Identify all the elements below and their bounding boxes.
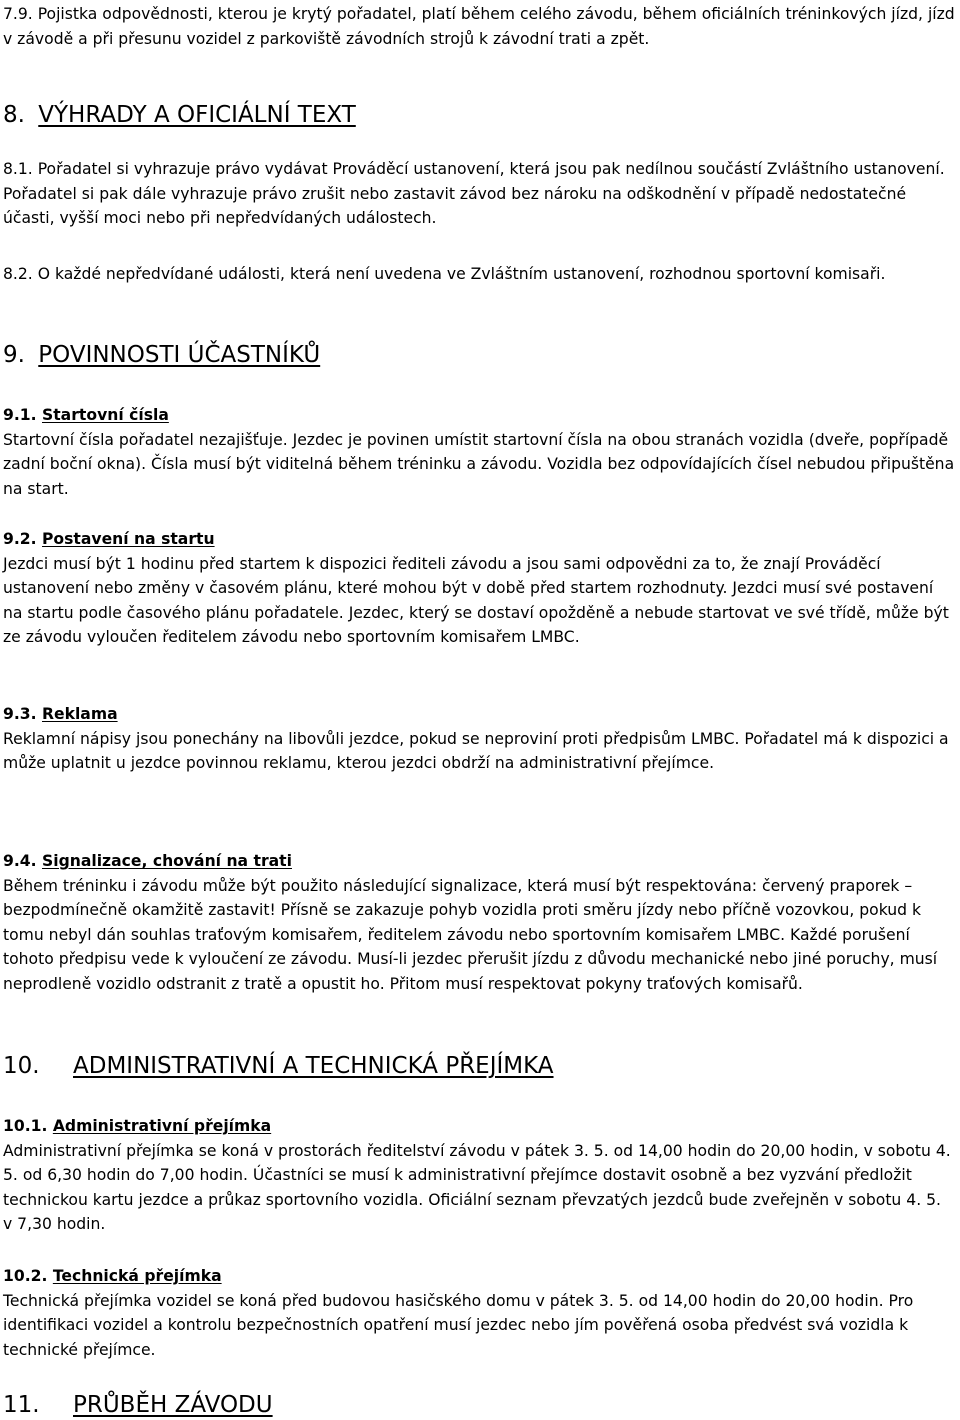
subsection-title: Reklama bbox=[42, 705, 118, 723]
subsection-number: 10.1. bbox=[3, 1117, 48, 1135]
subsection-text: Administrativní přejímka se koná v prostorách ředitelství závodu v pátek 3. 5. od 14,00 hodin do 20,00 hodin, v sobotu 4. 5. od 6,30 hodin do 7,00 hodin. Účastníci se musí k administrativní přejímce dostavit osobně a bez vyzvání předložit technickou kartu jezdce a průkaz sportovního vozidla. Oficiální seznam převzatých jezdců bude zveřejněn v sobotu 4. 5. v 7,30 hodin. bbox=[3, 1141, 951, 1234]
paragraph-8-2: 8.2. O každé nepředvídané události, která není uvedena ve Zvláštním ustanovení, rozhodnou sportovní komisaři. bbox=[3, 265, 886, 283]
subsection-9-4 bbox=[3, 849, 955, 997]
subsection-9-1 bbox=[3, 403, 955, 501]
section-number: 9. bbox=[3, 342, 25, 368]
section-10-heading bbox=[3, 1051, 955, 1081]
section-title: VÝHRADY A OFICIÁLNÍ TEXT bbox=[38, 102, 356, 128]
section-9-heading bbox=[3, 340, 955, 370]
subsection-heading bbox=[3, 1114, 955, 1139]
subsection-10-1 bbox=[3, 1114, 955, 1237]
subsection-text: Technická přejímka vozidel se koná před budovou hasičského domu v pátek 3. 5. od 14,00 hodin do 20,00 hodin. Pro identifikaci vozidel a kontrolu bezpečnostních opatření musí jezdec nebo jím pověřená osoba předvést svá vozidla k technické přejímce. bbox=[3, 1291, 914, 1359]
subsection-text: Během tréninku i závodu může být použito následující signalizace, která musí být respektována: červený praporek – bezpodmínečně okamžitě zastavit! Přísně se zakazuje pohyb vozidla proti směru jízdy nebo příčně vozovkou, pokud k tomu nebyl dán souhlas traťovým komisařem, ředitelem závodu nebo sportovním komisařem LMBC. Každé porušení tohoto předpisu vede k vyloučení ze závodu. Musí-li jezdec přerušit jízdu z důvodu mechanické nebo jiné poruchy, musí neprodleně vozidlo odstranit z tratě a opustit ho. Přitom musí respektovat pokyny traťových komisařů. bbox=[3, 876, 938, 993]
subsection-title: Postavení na startu bbox=[42, 530, 215, 548]
subsection-number: 9.2. bbox=[3, 530, 37, 548]
section-number: 10. bbox=[3, 1053, 40, 1079]
subsection-title: Signalizace, chování na trati bbox=[42, 852, 292, 870]
paragraph-8-1: 8.1. Pořadatel si vyhrazuje právo vydávat Prováděcí ustanovení, která jsou pak nedílnou součástí Zvláštního ustanovení. Pořadatel si pak dále vyhrazuje právo zrušit nebo zastavit závod bez nároku na odškodnění v případě nedostatečné účasti, vyšší moci nebo při nepředvídaných událostech. bbox=[3, 160, 945, 228]
subsection-number: 10.2. bbox=[3, 1267, 48, 1285]
subsection-title: Startovní čísla bbox=[42, 406, 169, 424]
subsection-heading bbox=[3, 1264, 955, 1289]
section-number: 8. bbox=[3, 102, 25, 128]
subsection-title: Technická přejímka bbox=[52, 1267, 222, 1285]
paragraph-7-9: 7.9. Pojistka odpovědnosti, kterou je krytý pořadatel, platí během celého závodu, během oficiálních tréninkových jízd, jízd v závodě a při přesunu vozidel z parkoviště závodních strojů k závodní trati a zpět. bbox=[3, 5, 955, 48]
subsection-number: 9.1. bbox=[3, 406, 37, 424]
subsection-9-2 bbox=[3, 527, 955, 650]
subsection-heading bbox=[3, 702, 955, 727]
section-8-heading bbox=[3, 100, 955, 130]
section-number: 11. bbox=[3, 1392, 40, 1418]
subsection-10-2 bbox=[3, 1264, 955, 1362]
subsection-number: 9.3. bbox=[3, 705, 37, 723]
subsection-heading bbox=[3, 403, 955, 428]
subsection-text: Reklamní nápisy jsou ponechány na libovůli jezdce, pokud se neproviní proti předpisům LMBC. Pořadatel má k dispozici a může uplatnit u jezdce povinnou reklamu, kterou jezdci obdrží na administrativní přejímce. bbox=[3, 729, 949, 773]
section-title: ADMINISTRATIVNÍ A TECHNICKÁ PŘEJÍMKA bbox=[73, 1053, 554, 1079]
subsection-text: Jezdci musí být 1 hodinu před startem k dispozici řediteli závodu a jsou sami odpovědni za to, že znají Prováděcí ustanovení nebo změny v časovém plánu, které mohou být v době před startem rozhodnuty. Jezdci musí své postavení na startu podle časového plánu pořadatele. Jezdec, který se dostaví opožděně a nebude startovat ve své třídě, může být ze závodu vyloučen ředitelem závodu nebo sportovním komisařem LMBC. bbox=[3, 554, 949, 647]
subsection-number: 9.4. bbox=[3, 852, 37, 870]
section-title: POVINNOSTI ÚČASTNÍKŮ bbox=[38, 342, 321, 368]
section-11-heading bbox=[3, 1390, 955, 1420]
subsection-text: Startovní čísla pořadatel nezajišťuje. Jezdec je povinen umístit startovní čísla na obou stranách vozidla (dveře, popřípadě zadní boční okna). Čísla musí být viditelná během tréninku a závodu. Vozidla bez odpovídajících čísel nebudou připuštěna na start. bbox=[3, 430, 955, 498]
subsection-heading bbox=[3, 527, 955, 552]
subsection-title: Administrativní přejímka bbox=[52, 1117, 272, 1135]
section-title: PRŮBĚH ZÁVODU bbox=[73, 1392, 273, 1418]
subsection-9-3 bbox=[3, 702, 955, 776]
subsection-heading bbox=[3, 849, 955, 874]
